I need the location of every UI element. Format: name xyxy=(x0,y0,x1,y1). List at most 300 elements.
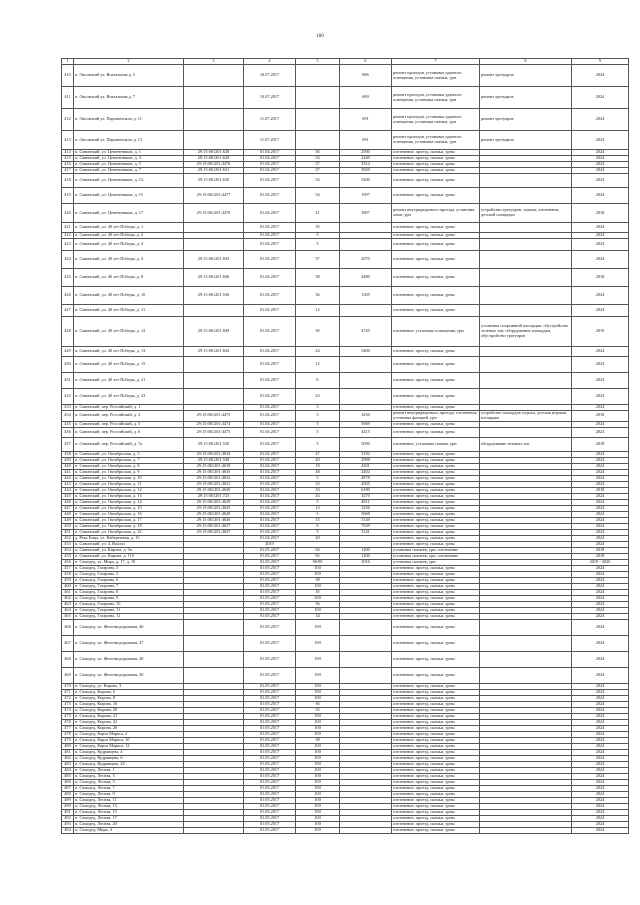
year-cell: 2024 xyxy=(572,651,629,667)
wear-cell: 100 xyxy=(296,683,340,689)
col-header: 8 xyxy=(480,59,572,65)
cadastral-cell: 29:15:061201:4636 xyxy=(184,517,244,523)
area-cell: 3200 xyxy=(340,174,392,188)
area-cell: 686 xyxy=(340,65,392,87)
wear-cell: 54 xyxy=(296,188,340,204)
minimum-works-cell: установка скамеек, урн, озеленение xyxy=(392,547,480,553)
address-cell: п. Савинский, ул. Октябрьская, д. 17 xyxy=(74,517,184,523)
cadastral-cell xyxy=(184,827,244,833)
minimum-works-cell: озеленение, проезд, скамьи, урны xyxy=(392,162,480,168)
wear-cell: 5 xyxy=(296,421,340,427)
minimum-works-cell: озеленение, проезд, скамьи, урны xyxy=(392,809,480,815)
address-cell: п. Савинский, ул. Октябрьская, д. 9 xyxy=(74,469,184,475)
cadastral-cell: 29:15:061201:4627 xyxy=(184,523,244,529)
area-cell xyxy=(340,635,392,651)
col-header: 4 xyxy=(244,59,296,65)
year-cell: 2024 xyxy=(572,695,629,701)
year-cell: 2024 xyxy=(572,749,629,755)
minimum-works-cell: озеленение, установка освещения, урн xyxy=(392,317,480,347)
address-cell: п. Савинский, ул. 40 лет Победы, д. 21 xyxy=(74,373,184,389)
wear-cell: 96/90 xyxy=(296,559,340,565)
date-cell: 01.04.2017 xyxy=(244,389,296,405)
wear-cell: 34 xyxy=(296,613,340,619)
additional-works-cell xyxy=(480,651,572,667)
wear-cell: 100 xyxy=(296,809,340,815)
row-number: 468 xyxy=(62,651,74,667)
row-number: 459 xyxy=(62,577,74,583)
area-cell: 6180 xyxy=(340,487,392,493)
year-cell: 2024 xyxy=(572,791,629,797)
year-cell: 2024 xyxy=(572,162,629,168)
minimum-works-cell: озеленение, проезд, скамьи, урны xyxy=(392,821,480,827)
wear-cell: 47 xyxy=(296,451,340,457)
minimum-works-cell: озеленение, проезд, скамьи, урны xyxy=(392,761,480,767)
wear-cell: 100 xyxy=(296,785,340,791)
row-number: 475 xyxy=(62,713,74,719)
row-number: 456 xyxy=(62,559,74,565)
address-cell: п. Савинский, ул. 40 лет Победы, д. 3 xyxy=(74,239,184,251)
date-cell: 01.04.2017 xyxy=(244,168,296,174)
cadastral-cell xyxy=(184,87,244,109)
date-cell: 01.04.2017 xyxy=(244,469,296,475)
row-number: 442 xyxy=(62,475,74,481)
address-cell: п. Савинский, пер. Российский, д. 6 xyxy=(74,427,184,437)
table-row xyxy=(62,188,629,204)
wear-cell: 33 xyxy=(296,487,340,493)
row-number: 446 xyxy=(62,499,74,505)
row-number: 437 xyxy=(62,437,74,451)
area-cell: 3182 xyxy=(340,451,392,457)
cadastral-cell: 29:15:061201:629 xyxy=(184,156,244,162)
row-number: 448 xyxy=(62,511,74,517)
year-cell: 2024 xyxy=(572,571,629,577)
year-cell: 2024 xyxy=(572,827,629,833)
cadastral-cell: 29:15:061201:723 xyxy=(184,493,244,499)
minimum-works-cell: озеленение, проезд, скамьи, урны xyxy=(392,701,480,707)
row-number: 422 xyxy=(62,233,74,239)
minimum-works-cell: озеленение, проезд, скамьи, урны xyxy=(392,239,480,251)
address-cell: п. Самодед, ул. Железнодорожная, 48 xyxy=(74,651,184,667)
year-cell: 2018 xyxy=(572,204,629,223)
cadastral-cell: 29:15:061201:536 xyxy=(184,287,244,305)
minimum-works-cell: озеленение, проезд, скамьи, урны xyxy=(392,188,480,204)
area-cell: 2070 xyxy=(340,251,392,269)
date-cell: 01.05.2017 xyxy=(244,809,296,815)
date-cell: 01.05.2017 xyxy=(244,767,296,773)
cadastral-cell: 29:15:061201:4635 xyxy=(184,505,244,511)
row-number: 419 xyxy=(62,188,74,204)
row-number: 476 xyxy=(62,719,74,725)
additional-works-cell xyxy=(480,347,572,357)
wear-cell: 100 xyxy=(296,797,340,803)
minimum-works-cell: озеленение, проезд, скамьи, урны xyxy=(392,827,480,833)
year-cell: 2024 xyxy=(572,373,629,389)
table-row xyxy=(62,427,629,437)
year-cell: 2024 xyxy=(572,589,629,595)
row-number: 416 xyxy=(62,162,74,168)
year-cell: 2024 xyxy=(572,481,629,487)
date-cell: 01.04.2017 xyxy=(244,357,296,373)
address-cell: п. Самодед, ул. Мира, д. 17, д. 19 xyxy=(74,559,184,565)
year-cell: 2024 xyxy=(572,529,629,535)
minimum-works-cell: озеленение, проезд, скамьи, урны xyxy=(392,427,480,437)
address-cell: п. Самодед, Кирова, 16 xyxy=(74,701,184,707)
additional-works-cell xyxy=(480,389,572,405)
additional-works-cell xyxy=(480,188,572,204)
address-cell: п. Савинский, ул. Октябрьская, д. 18 xyxy=(74,523,184,529)
minimum-works-cell: озеленение, проезд, скамьи, урны xyxy=(392,373,480,389)
row-number: 453 xyxy=(62,541,74,547)
year-cell: 2024 xyxy=(572,389,629,405)
year-cell: 2018 xyxy=(572,437,629,451)
table-row xyxy=(62,437,629,451)
area-cell: 7639 xyxy=(340,523,392,529)
address-cell: п. Савинский, ул. 40 лет Победы, д. 11 xyxy=(74,305,184,317)
cadastral-cell: 29:15:061201:4633 xyxy=(184,469,244,475)
wear-cell: 33 xyxy=(296,481,340,487)
wear-cell xyxy=(296,65,340,87)
year-cell: 2024 xyxy=(572,689,629,695)
additional-works-cell xyxy=(480,667,572,683)
date-cell: 01.04.2017 xyxy=(244,162,296,168)
additional-works-cell xyxy=(480,619,572,635)
row-number: 465 xyxy=(62,613,74,619)
date-cell: 01.04.2017 xyxy=(244,188,296,204)
year-cell: 2024 xyxy=(572,785,629,791)
minimum-works-cell: озеленение, проезд, скамьи, урны xyxy=(392,635,480,651)
year-cell: 2024 xyxy=(572,809,629,815)
cadastral-cell: 29:15:061201:4474 xyxy=(184,421,244,427)
cadastral-cell: 29:15:061201:4618 xyxy=(184,463,244,469)
area-cell: 5090 xyxy=(340,437,392,451)
wear-cell: 20 xyxy=(296,535,340,541)
year-cell: 2024 xyxy=(572,683,629,689)
minimum-works-cell: озеленение, проезд, скамьи, урны xyxy=(392,421,480,427)
minimum-works-cell: озеленение, проезд, скамьи, урны xyxy=(392,731,480,737)
date-cell: 01.04.2017 xyxy=(244,411,296,422)
minimum-works-cell: озеленение, проезд, скамьи, урны xyxy=(392,695,480,701)
row-number: 430 xyxy=(62,357,74,373)
row-number: 464 xyxy=(62,607,74,613)
wear-cell: 43 xyxy=(296,493,340,499)
wear-cell: 20 xyxy=(296,457,340,463)
address-cell: п. Самодед, Лесная, 1 xyxy=(74,767,184,773)
row-number: 443 xyxy=(62,481,74,487)
minimum-works-cell: установка скамеек, урн xyxy=(392,559,480,565)
col-header: 9 xyxy=(572,59,629,65)
row-number: 445 xyxy=(62,493,74,499)
additional-works-cell: ремонт тротуаров xyxy=(480,65,572,87)
date-cell: 2019 xyxy=(244,541,296,547)
wear-cell: 100 xyxy=(296,635,340,651)
address-cell: п. Самодед, Кирова, 20 xyxy=(74,707,184,713)
address-cell: п. Самодед, Кудрявцева, 6 xyxy=(74,755,184,761)
minimum-works-cell: озеленение, проезд, скамьи, урны xyxy=(392,347,480,357)
address-cell: п. Савинский, ул. Цементников, д. 7 xyxy=(74,168,184,174)
date-cell: 01.05.2017 xyxy=(244,707,296,713)
year-cell: 2018 xyxy=(572,487,629,493)
area-cell: 1505 xyxy=(340,287,392,305)
minimum-works-cell: озеленение, проезд, скамьи, урны xyxy=(392,577,480,583)
area-cell: 1200 xyxy=(340,553,392,559)
date-cell: 01.04.2017 xyxy=(244,405,296,411)
cadastral-cell xyxy=(184,389,244,405)
year-cell: 2024 xyxy=(572,239,629,251)
address-cell: п. Самодед, Гагарина, 11 xyxy=(74,607,184,613)
area-cell xyxy=(340,239,392,251)
area-cell xyxy=(340,651,392,667)
year-cell: 2018 xyxy=(572,411,629,422)
date-cell: 01.05.2017 xyxy=(244,695,296,701)
date-cell: 01.05.2017 xyxy=(244,725,296,731)
date-cell: 01.05.2017 xyxy=(244,577,296,583)
minimum-works-cell: озеленение, проезд, скамьи, урны xyxy=(392,707,480,713)
address-cell: п. Самодед, Гагарина, 8 xyxy=(74,589,184,595)
minimum-works-cell: озеленение, проезд, скамьи, урны xyxy=(392,595,480,601)
table-row xyxy=(62,174,629,188)
row-number: 449 xyxy=(62,517,74,523)
wear-cell: 35 xyxy=(296,707,340,713)
date-cell: 01.04.2017 xyxy=(244,517,296,523)
date-cell: 01.04.2017 xyxy=(244,511,296,517)
row-number: 474 xyxy=(62,707,74,713)
date-cell: 01.04.2017 xyxy=(244,487,296,493)
address-cell: п. Савинский, пер. Российский, д. 1 xyxy=(74,405,184,411)
additional-works-cell xyxy=(480,373,572,389)
area-cell: 4745 xyxy=(340,317,392,347)
date-cell: 01.04.2017 xyxy=(244,251,296,269)
cadastral-cell xyxy=(184,619,244,635)
date-cell: 01.04.2017 xyxy=(244,523,296,529)
year-cell: 2024 xyxy=(572,731,629,737)
table-row xyxy=(62,87,629,109)
address-cell: п. Самодед, Карла Маркса, 10 xyxy=(74,737,184,743)
date-cell: 01.04.2017 xyxy=(244,317,296,347)
wear-cell: 12 xyxy=(296,357,340,373)
area-cell: 2500 xyxy=(340,150,392,156)
wear-cell: 100 xyxy=(296,779,340,785)
address-cell: п. Самодед, Мира, 4 xyxy=(74,827,184,833)
cadastral-cell: 29:15:061201:4629 xyxy=(184,499,244,505)
table-row xyxy=(62,239,629,251)
row-number: 454 xyxy=(62,547,74,553)
date-cell: 01.04.2017 xyxy=(244,239,296,251)
date-cell: 01.05.2017 xyxy=(244,737,296,743)
minimum-works-cell: озеленение, проезд, скамьи, урны xyxy=(392,451,480,457)
row-number: 447 xyxy=(62,505,74,511)
row-number: 439 xyxy=(62,457,74,463)
cadastral-cell xyxy=(184,109,244,131)
cadastral-cell xyxy=(184,651,244,667)
year-cell: 2019 xyxy=(572,317,629,347)
address-cell: п. Самодед, ул. Железнодорожная, 47 xyxy=(74,635,184,651)
additional-works-cell xyxy=(480,427,572,437)
area-cell: 4505 xyxy=(340,481,392,487)
minimum-works-cell: установка скамеек, урн, озеленение xyxy=(392,553,480,559)
minimum-works-cell: озеленение, проезд, скамьи, урны xyxy=(392,505,480,511)
year-cell: 2024 xyxy=(572,87,629,109)
address-cell: п. Савинский, ул. Цементников, д. 17 xyxy=(74,204,184,223)
area-cell: 3141 xyxy=(340,529,392,535)
area-cell xyxy=(340,389,392,405)
address-cell: п. Савинский, ул. Октябрьская, д. 16 xyxy=(74,511,184,517)
address-cell: п. Савинский, ул. Октябрьская, д. 22 xyxy=(74,529,184,535)
col-header: 6 xyxy=(340,59,392,65)
wear-cell: 100 xyxy=(296,773,340,779)
year-cell: 2024 xyxy=(572,737,629,743)
wear-cell: 15 xyxy=(296,517,340,523)
row-number: 485 xyxy=(62,773,74,779)
area-cell: 691 xyxy=(340,109,392,131)
area-cell: 2440 xyxy=(340,156,392,162)
year-cell: 2024 xyxy=(572,131,629,150)
area-cell: 4201 xyxy=(340,463,392,469)
address-cell: п. Савинский, ул. Октябрьская, д. 11 xyxy=(74,481,184,487)
wear-cell: 100 xyxy=(296,767,340,773)
address-cell: п. Савинский, ул. Кирова, д. 11б xyxy=(74,553,184,559)
table-row xyxy=(62,619,629,635)
year-cell: 2024 xyxy=(572,475,629,481)
cadastral-cell: 29:15:061201:4631 xyxy=(184,481,244,487)
minimum-works-cell: озеленение, проезд, скамьи, урны xyxy=(392,589,480,595)
minimum-works-cell: озеленение, проезд, скамьи, урны xyxy=(392,601,480,607)
address-cell: п. Самодед, ул. Железнодорожная, 50 xyxy=(74,667,184,683)
date-cell: 01.05.2017 xyxy=(244,571,296,577)
row-number: 455 xyxy=(62,553,74,559)
wear-cell: 100 xyxy=(296,583,340,589)
wear-cell: 35 xyxy=(296,589,340,595)
row-number: 472 xyxy=(62,695,74,701)
row-number: 477 xyxy=(62,725,74,731)
address-cell: п. Савинский, ул. 40 лет Победы, д. 23 xyxy=(74,389,184,405)
address-cell: п. Савинский, ул. Кирова, д. 9а xyxy=(74,547,184,553)
date-cell: 01.05.2017 xyxy=(244,821,296,827)
minimum-works-cell: озеленение, проезд, скамьи, урны xyxy=(392,305,480,317)
year-cell: 2024 xyxy=(572,725,629,731)
date-cell: 01.05.2017 xyxy=(244,619,296,635)
year-cell: 2024 xyxy=(572,761,629,767)
date-cell: 10.07.2017 xyxy=(244,65,296,87)
year-cell: 2024 xyxy=(572,719,629,725)
minimum-works-cell: озеленение, проезд, скамьи, урны xyxy=(392,251,480,269)
wear-cell: 54 xyxy=(296,156,340,162)
address-cell: п. Савинский, пер. Российский, д. 7а xyxy=(74,437,184,451)
additional-works-cell xyxy=(480,239,572,251)
date-cell: 01.05.2017 xyxy=(244,827,296,833)
row-number: 417 xyxy=(62,168,74,174)
minimum-works-cell: озеленение, проезд, скамьи, урны xyxy=(392,269,480,287)
year-cell: 2024 xyxy=(572,595,629,601)
minimum-works-cell: озеленение, проезд, скамьи, урны xyxy=(392,767,480,773)
area-cell: 5149 xyxy=(340,517,392,523)
address-cell: п. Савинский, ул. Цементников, д. 13, xyxy=(74,174,184,188)
row-number: 492 xyxy=(62,815,74,821)
date-cell: 01.05.2017 xyxy=(244,713,296,719)
date-cell: 01.05.2017 xyxy=(244,601,296,607)
wear-cell: 100 xyxy=(296,571,340,577)
wear-cell: 100 xyxy=(296,743,340,749)
wear-cell: 100 xyxy=(296,619,340,635)
minimum-works-cell: озеленение, проезд, скамьи, урны xyxy=(392,785,480,791)
wear-cell: 100 xyxy=(296,689,340,695)
page-number: 180 xyxy=(315,34,325,39)
minimum-works-cell: ремонт проездов, установка удачного освещения, установка скамьи, урн xyxy=(392,131,480,150)
wear-cell: 21 xyxy=(296,204,340,223)
date-cell: 01.05.2017 xyxy=(244,701,296,707)
area-cell xyxy=(340,619,392,635)
minimum-works-cell: озеленение, проезд, скамьи, урны xyxy=(392,583,480,589)
table-row xyxy=(62,109,629,131)
wear-cell xyxy=(296,131,340,150)
date-cell: 01.04.2017 xyxy=(244,463,296,469)
year-cell: 2024 xyxy=(572,635,629,651)
row-number: 473 xyxy=(62,701,74,707)
wear-cell: 18 xyxy=(296,463,340,469)
cadastral-cell: 29:15:061201:630 xyxy=(184,174,244,188)
table-row xyxy=(62,411,629,422)
area-cell: 3016 xyxy=(340,559,392,565)
cadastral-cell: 29:15:061201:4477 xyxy=(184,188,244,204)
address-cell: п. Савинский, ул. 40 лет Победы, д. 13 xyxy=(74,347,184,357)
minimum-works-cell: озеленение, проезд, скамьи, урны xyxy=(392,683,480,689)
wear-cell: 100 xyxy=(296,719,340,725)
table-row xyxy=(62,347,629,357)
table-row xyxy=(62,287,629,305)
minimum-works-cell: озеленение, проезд, скамьи, урны xyxy=(392,174,480,188)
address-cell: п. Самодед, Кирова, 26 xyxy=(74,725,184,731)
cadastral-cell: 29:15:061201:844 xyxy=(184,347,244,357)
wear-cell: 30 xyxy=(296,317,340,347)
minimum-works-cell: озеленение, проезд, скамьи, урны xyxy=(392,737,480,743)
wear-cell: 37 xyxy=(296,162,340,168)
additional-works-cell: устройство площадок отдыха, детская игровая площадка xyxy=(480,411,572,422)
date-cell: 01.05.2017 xyxy=(244,667,296,683)
date-cell: 01.05.2017 xyxy=(244,815,296,821)
date-cell: 11.07.2017 xyxy=(244,131,296,150)
year-cell: 2024 xyxy=(572,156,629,162)
wear-cell: 100 xyxy=(296,725,340,731)
address-cell: п. Савинский, ул. Октябрьская, д. 8 xyxy=(74,463,184,469)
row-number: 450 xyxy=(62,523,74,529)
year-cell: 2024 xyxy=(572,667,629,683)
address-cell: п. Самодед, Лесная, 11 xyxy=(74,797,184,803)
wear-cell: 13 xyxy=(296,505,340,511)
wear-cell: 100 xyxy=(296,595,340,601)
table-row xyxy=(62,317,629,347)
table-row xyxy=(62,223,629,233)
year-cell: 2024 xyxy=(572,707,629,713)
minimum-works-cell: озеленение, проезд, скамьи, урны xyxy=(392,463,480,469)
date-cell: 01.04.2017 xyxy=(244,305,296,317)
additional-works-cell: ремонт тротуаров xyxy=(480,131,572,150)
year-cell: 2024 xyxy=(572,421,629,427)
cadastral-cell xyxy=(184,667,244,683)
additional-works-cell xyxy=(480,269,572,287)
date-cell: 10.07.2017 xyxy=(244,87,296,109)
row-number: 428 xyxy=(62,317,74,347)
minimum-works-cell: озеленение, проезд, скамьи, урны xyxy=(392,773,480,779)
date-cell: 01.05.2017 xyxy=(244,607,296,613)
row-number: 424 xyxy=(62,251,74,269)
minimum-works-cell: озеленение, проезд, скамьи, урны xyxy=(392,755,480,761)
row-number: 478 xyxy=(62,731,74,737)
area-cell: 2998 xyxy=(340,457,392,463)
address-cell: п. Самодед, Гагарина, 7 xyxy=(74,583,184,589)
area-cell: 3270 xyxy=(340,493,392,499)
minimum-works-cell: озеленение, проезд, скамьи, урны xyxy=(392,223,480,233)
row-number: 418 xyxy=(62,174,74,188)
minimum-works-cell: озеленение, проезд, скамьи, урны xyxy=(392,815,480,821)
